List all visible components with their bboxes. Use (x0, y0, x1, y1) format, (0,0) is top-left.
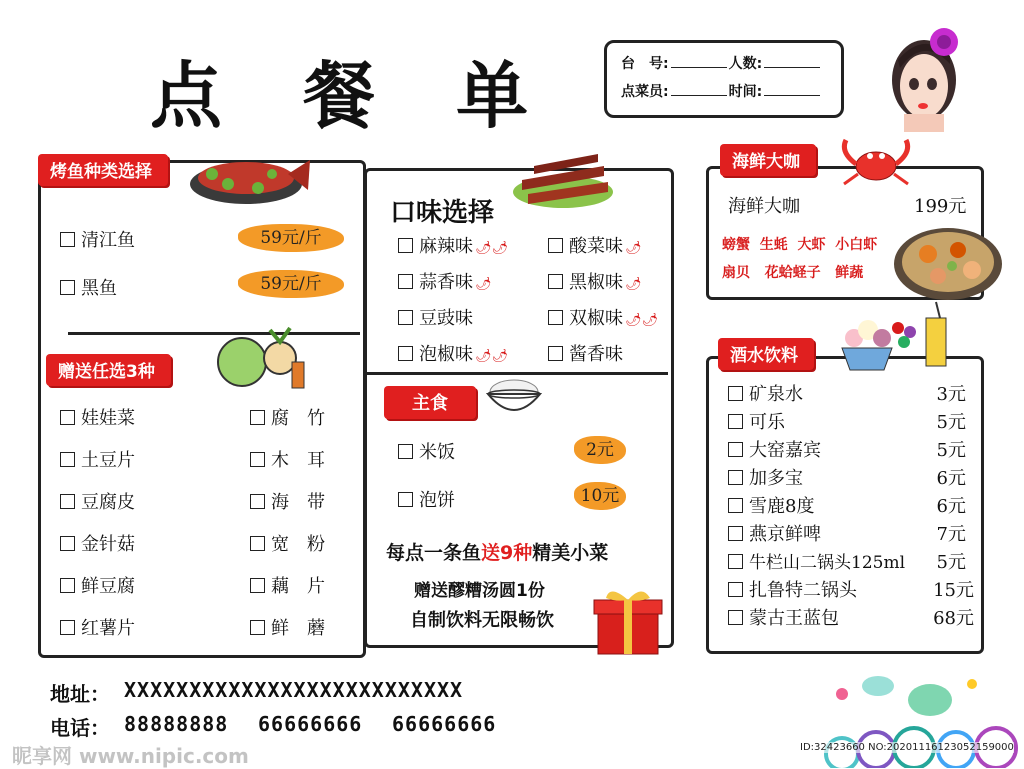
item-label: 雪鹿8度 (749, 496, 815, 517)
item-label: 土豆片 (81, 450, 135, 471)
checkbox[interactable] (548, 238, 563, 253)
drink-price: 68元 (933, 608, 974, 629)
drink-item[interactable] (728, 436, 821, 462)
checkbox[interactable] (398, 492, 413, 507)
seafood-platter-icon (892, 222, 1004, 302)
item-label: 鲜豆腐 (81, 576, 135, 597)
address-label: 地址： (50, 682, 110, 706)
checkbox[interactable] (398, 310, 413, 325)
table-field[interactable] (671, 55, 727, 68)
checkbox[interactable] (548, 346, 563, 361)
checkbox[interactable] (398, 346, 413, 361)
crab-icon (836, 134, 916, 188)
drink-item[interactable] (728, 408, 785, 434)
fish-item[interactable] (60, 274, 117, 300)
checkbox[interactable] (398, 274, 413, 289)
drink-item[interactable] (728, 576, 857, 602)
checkbox[interactable] (728, 554, 743, 569)
drink-item[interactable] (728, 520, 821, 546)
girl-illustration (874, 16, 974, 132)
fish-name: 清江鱼 (81, 230, 135, 251)
flavor-item[interactable] (548, 340, 623, 366)
staple-heading: 主食 (384, 386, 476, 419)
rice-bowl-icon (484, 376, 544, 420)
item-label: 蒙古王蓝包 (749, 608, 839, 629)
item-label: 米饭 (419, 442, 455, 463)
promo-line-3: 自制饮料无限畅饮 (410, 610, 554, 631)
checkbox[interactable] (728, 442, 743, 457)
watermark-site: 昵享网 www.nipic.com (12, 744, 249, 768)
promo-text: 每点一条鱼 (386, 542, 482, 564)
checkbox[interactable] (250, 494, 265, 509)
chili-icon: 🌶🌶 (475, 349, 509, 364)
checkbox[interactable] (548, 274, 563, 289)
seafood-name: 海鲜大咖 (728, 196, 800, 217)
item-label: 娃娃菜 (81, 408, 135, 429)
checkbox[interactable] (250, 536, 265, 551)
flavor-item[interactable] (398, 232, 508, 258)
fish-item[interactable] (60, 226, 135, 252)
fish-price: 59元/斤 (238, 224, 344, 252)
free-item[interactable] (250, 530, 325, 556)
chili-icon: 🌶 (625, 241, 642, 256)
item-label: 酱香味 (569, 344, 623, 365)
free-item[interactable] (250, 614, 325, 640)
watermark-id: ID:32423660 NO:20201116123052159000 (800, 742, 1014, 753)
checkbox[interactable] (60, 280, 75, 295)
phone-3: 66666666 (392, 712, 497, 736)
fish-name: 黑鱼 (81, 278, 117, 299)
checkbox[interactable] (60, 578, 75, 593)
checkbox[interactable] (728, 610, 743, 625)
seafood-part: 生蚝 (759, 237, 788, 253)
fish-skewer-icon (508, 142, 618, 212)
checkbox[interactable] (60, 536, 75, 551)
drink-price: 5元 (936, 440, 966, 461)
item-label: 海 带 (271, 492, 325, 513)
flavor-item[interactable] (548, 268, 642, 294)
drink-item[interactable] (728, 604, 839, 630)
item-label: 黑椒味 (569, 272, 623, 293)
item-label: 泡椒味 (419, 344, 473, 365)
chili-icon: 🌶🌶 (625, 313, 659, 328)
checkbox[interactable] (60, 452, 75, 467)
checkbox[interactable] (728, 414, 743, 429)
item-label: 扎鲁特二锅头 (749, 580, 857, 601)
info-row-waiter (621, 81, 822, 101)
free-item[interactable] (250, 572, 325, 598)
dessert-drinks-icon (836, 298, 952, 374)
drink-price: 5元 (936, 412, 966, 433)
seafood-price: 199元 (914, 196, 967, 217)
item-label: 麻辣味 (419, 236, 473, 257)
people-label: 人数: (728, 56, 763, 72)
checkbox[interactable] (60, 620, 75, 635)
chili-icon: 🌶 (625, 277, 642, 292)
middle-divider (364, 372, 668, 375)
gift-box-icon (592, 586, 666, 658)
seafood-part: 大虾 (797, 237, 826, 253)
address-value: XXXXXXXXXXXXXXXXXXXXXXXXXX (124, 678, 464, 702)
promo-line-1 (386, 538, 608, 565)
seafood-part: 鲜蔬 (835, 265, 864, 281)
people-field[interactable] (764, 55, 820, 68)
drink-item[interactable] (728, 380, 803, 406)
checkbox[interactable] (398, 444, 413, 459)
table-label: 台 号: (621, 56, 669, 72)
staple-item[interactable] (398, 486, 455, 512)
drink-price: 15元 (933, 580, 974, 601)
drink-price: 3元 (936, 384, 966, 405)
vegetables-icon (210, 322, 320, 392)
drink-price: 5元 (936, 552, 966, 573)
item-label: 蒜香味 (419, 272, 473, 293)
free-item[interactable] (60, 572, 135, 598)
checkbox[interactable] (250, 410, 265, 425)
checkbox[interactable] (728, 498, 743, 513)
item-label: 腐 竹 (271, 408, 325, 429)
item-label: 藕 片 (271, 576, 325, 597)
free-item[interactable] (60, 488, 135, 514)
item-label: 燕京鲜啤 (749, 524, 821, 545)
free-item[interactable] (60, 614, 135, 640)
phone-2: 66666666 (258, 712, 363, 736)
flavor-item[interactable] (548, 232, 642, 258)
promo-text: 精美小菜 (532, 542, 609, 564)
seafood-contents-2 (722, 262, 863, 282)
time-field[interactable] (764, 83, 820, 96)
item-label: 宽 粉 (271, 534, 325, 555)
item-label: 可乐 (749, 412, 785, 433)
checkbox[interactable] (60, 232, 75, 247)
staple-price: 2元 (574, 436, 626, 464)
drink-price: 6元 (936, 468, 966, 489)
drinks-heading: 酒水饮料 (718, 338, 814, 370)
seafood-part: 螃蟹 (722, 237, 750, 253)
order-info-box (604, 40, 844, 118)
fish-heading: 烤鱼种类选择 (38, 154, 168, 186)
checkbox[interactable] (398, 238, 413, 253)
checkbox[interactable] (60, 494, 75, 509)
checkbox[interactable] (728, 526, 743, 541)
flavor-item[interactable] (548, 304, 658, 330)
page-title: 点 餐 单 (150, 54, 557, 138)
checkbox[interactable] (728, 470, 743, 485)
item-label: 大窑嘉宾 (749, 440, 821, 461)
flavor-item[interactable] (398, 340, 508, 366)
drink-item[interactable] (728, 492, 814, 518)
checkbox[interactable] (250, 620, 265, 635)
free-item[interactable] (250, 404, 325, 430)
item-label: 泡饼 (419, 490, 455, 511)
staple-price: 10元 (574, 482, 626, 510)
drink-item[interactable] (728, 548, 905, 573)
checkbox[interactable] (728, 386, 743, 401)
item-label: 金针菇 (81, 534, 135, 555)
item-label: 矿泉水 (749, 384, 803, 405)
chili-icon: 🌶 (475, 277, 492, 292)
item-label: 豆腐皮 (81, 492, 135, 513)
drink-price: 7元 (936, 524, 966, 545)
fish-price: 59元/斤 (238, 270, 344, 298)
drink-price: 6元 (936, 496, 966, 517)
item-label: 鲜 蘑 (271, 618, 325, 639)
item-label: 豆豉味 (419, 308, 473, 329)
flavor-item[interactable] (398, 268, 492, 294)
staple-item[interactable] (398, 438, 455, 464)
seafood-part: 扇贝 (722, 265, 750, 281)
checkbox[interactable] (60, 410, 75, 425)
item-label: 红薯片 (81, 618, 135, 639)
item-label: 酸菜味 (569, 236, 623, 257)
waiter-label: 点菜员: (621, 84, 669, 100)
promo-line-2: 赠送醪糟汤圆1份 (414, 581, 545, 601)
checkbox[interactable] (548, 310, 563, 325)
item-label: 双椒味 (569, 308, 623, 329)
checkbox[interactable] (250, 452, 265, 467)
item-label: 加多宝 (749, 468, 803, 489)
chili-icon: 🌶🌶 (475, 241, 509, 256)
promo-highlight: 送9种 (481, 542, 533, 564)
drink-item[interactable] (728, 464, 803, 490)
info-row-table (621, 53, 822, 73)
checkbox[interactable] (250, 578, 265, 593)
seafood-contents-1 (722, 234, 877, 254)
flavor-item[interactable] (398, 304, 473, 330)
free-item[interactable] (60, 446, 135, 472)
checkbox[interactable] (728, 582, 743, 597)
item-label: 牛栏山二锅头125ml (749, 553, 906, 573)
free-item[interactable] (250, 488, 325, 514)
seafood-heading: 海鲜大咖 (720, 144, 816, 176)
free-heading: 赠送任选3种 (46, 354, 171, 386)
seafood-part: 小白虾 (835, 237, 878, 253)
phone-1: 88888888 (124, 712, 229, 736)
grilled-fish-icon (188, 134, 312, 210)
seafood-part: 花蛤蛏子 (764, 265, 821, 281)
time-label: 时间: (728, 84, 763, 100)
waiter-field[interactable] (671, 83, 727, 96)
free-item[interactable] (60, 530, 135, 556)
flavor-heading: 口味选择 (390, 198, 495, 228)
phone-label: 电话： (50, 716, 110, 740)
free-item[interactable] (60, 404, 135, 430)
free-item[interactable] (250, 446, 325, 472)
item-label: 木 耳 (271, 450, 325, 471)
